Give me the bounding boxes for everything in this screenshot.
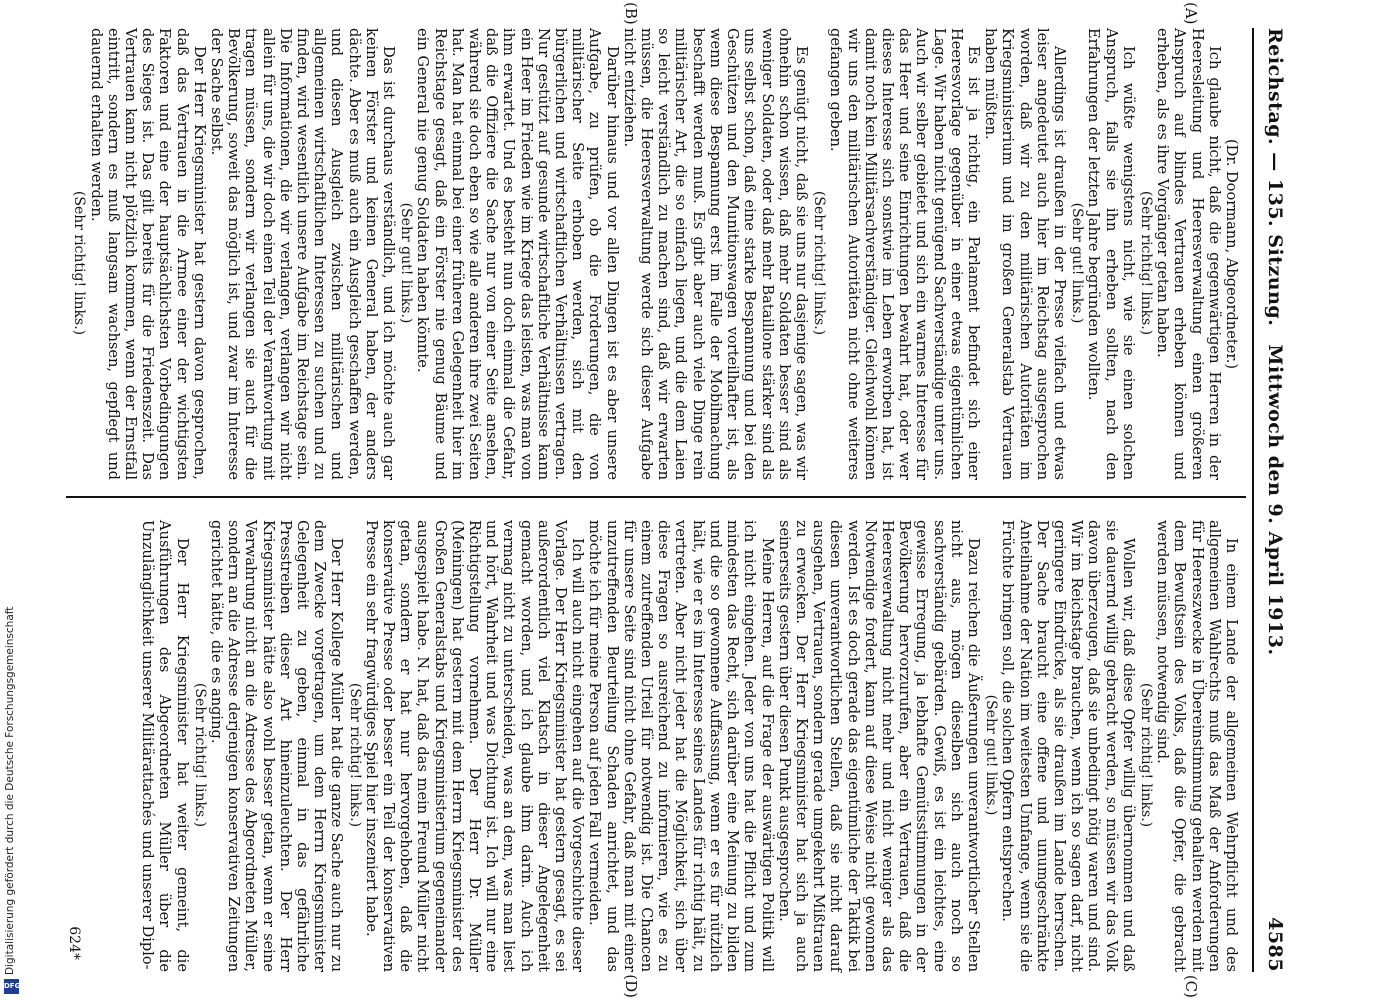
interjection: (Sehr richtig! links.) (1137, 682, 1154, 828)
margin-letter-c: (C) (1182, 974, 1200, 998)
header-date: Mittwoch den 9. April 1913. (1264, 344, 1286, 656)
document-page (50, 0, 1300, 1000)
paragraph: Ich wüßte wenigstens nicht, wie sie einen solchen Anspruch, falls sie ihn erheben sollten, nach den Erfahrungen der letzten Jahre begründen wollten. (1085, 28, 1137, 480)
header-left: Reichstag. — 135. Sitzung. (1264, 28, 1286, 327)
interjection: (Sehr richtig! links.) (1137, 190, 1154, 336)
paragraph: Allerdings ist draußen in der Presse vielfach und etwas leiser angedeutet auch hier im Reichstag ausgesprochen worden, daß wir zu den militärischen Autoritäten im Kriegsministerium und im großen Generalstab Vertrauen haben müßten. (982, 28, 1068, 480)
interjection: (Sehr richtig! links.) (811, 190, 828, 336)
paragraph: Das ist durchaus verständlich, und ich möchte auch gar keinen Förster und keinen General haben, der anders dächte. Aber es muß auch ein Ausgleich geschaffen werden, und diesen Ausgleich zwischen militärischen und allgemeinen wirtschaftlichen Interessen zu suchen und zu finden, wird wesentlich unsere Aufgabe im Reichstage sein. Die Informationen, die wir verlangen, verlangen wir nicht allein für uns, die wir doch einen Teil der Verantwortung mit tragen müssen, sondern wir verlangen sie auch für die Bevölkerung, soweit das möglich ist, und zwar im Interesse der Sache selbst. (208, 28, 398, 480)
header-rule (1252, 28, 1254, 972)
digitization-credit (4, 575, 20, 995)
paragraph: Es genügt nicht, daß sie uns nur dasjenige sagen, was wir ohnehin schon wissen, daß mehr Soldaten besser sind als weniger Soldaten, oder daß mehr Bataillone stärker sind als uns selbst schon, daß eine starke Bespannung und bei den Geschützen und den Munitionswagen vorteilhafter ist, als wenn diese Bespannung erst im Falle der Mobilmachung beschafft werden muß. Es gibt aber auch viele Dinge rein militärischer Art, die so einfach liegen, und die dem Laien so leicht verständlich zu machen sind, daß wir erwarten müssen, die Heeresverwaltung werde sich dieser Aufgabe nicht entziehen. (620, 28, 810, 480)
interjection: (Sehr richtig! links.) (71, 190, 88, 336)
interjection: (Sehr gut! links.) (983, 694, 1000, 816)
paragraph: Ich will auch nicht eingehen auf die Vorgeschichte dieser Vorlage. Der Herr Kriegsminister hat gestern gesagt, es sei außerordentlich viel Klatsch in dieser Angelegenheit gemacht worden, und ich glaube ihm darin. Auch ich vermag nicht zu unterscheiden, was an dem, was man liest und hört, Wahrheit und was Dichtung ist. Ich will nur eine Richtigstellung vornehmen. Der Herr Dr. Müller (Meiningen) hat gestern mit dem Herrn Kriegsminister des Großen Generalstabs und Kriegsministerium gegeneinander ausgespielt habe. N. hat, daß das mein Freund Müller nicht getan, sondern er hat nur hervorgehoben, daß die konservative Presse oder besser ein Teil der konservativen Presse ein sehr fragwürdiges Spiel hier inszeniert habe. (362, 520, 587, 972)
paragraph: Wollen wir, daß diese Opfer willig übernommen und daß sie dauernd willig gebracht werden, so müssen wir das Volk davon überzeugen, daß sie unbedingt nötig waren und sind. Wir im Reichstage brauchen, wenn ich so sagen darf, nicht geringere Eindrücke, als sie draußen im Lande herrschen. Der Sache braucht eine offene und unumgeschränkte Anteilnahme der Nation im weitesten Umfange, wenn sie die Früchte bringen soll, die solchen Opfern entsprechen. (999, 520, 1137, 972)
interjection: (Sehr richtig! links.) (191, 682, 208, 828)
margin-letter-b: (B) (622, 2, 640, 25)
paragraph: Der Herr Kollege Müller hat die ganze Sache auch nur zu dem Zwecke vorgetragen, um dem Herrn Kriegsminister Gelegenheit zu geben, einmal in das gefährliche Presstreiben dieser Art hineinzuleuchten. Der Herr Kriegsminister hätte also wohl besser getan, wenn er seine Verwahrung nicht an die Adresse des Abgeordneten Müller, sondern an die Adresse derjenigen konservativen Zeitungen gerichtet hätte, die es anging. (208, 520, 346, 972)
column-divider (66, 496, 1246, 498)
margin-letter-d: (D) (622, 974, 640, 998)
page-signature-mark: 624* (66, 926, 82, 960)
paragraph: Darüber hinaus und vor allen Dingen ist es aber unsere Aufgabe, zu prüfen, ob die Forderungen, die von militärischer Seite erhoben werden, sich mit den bürgerlichen und wirtschaftlichen Verhältnissen vertragen. Nur gestützt auf gesunde wirtschaftliche Verhältnisse kann ein Heer im Frieden wie im Kriege das leisten, was man von ihm erwartet. Und es besteht nun doch einmal die Gefahr, daß die Offiziere die Sache nur von einer Seite ansehen, während sie doch eben so wie alle anderen ihre zwei Seiten hat. Man hat einmal bei einer früheren Gelegenheit hier im Reichstage gesagt, daß ein Förster nie genug Bäume und ein General nie genug Soldaten haben könnte. (414, 28, 621, 480)
speaker-label: (Dr. Doormann, Abgeordneter.) (1223, 138, 1240, 370)
paragraph: Meine Herren, auf die Frage der auswärtigen Politik will ich nicht eingehen. Jeder von uns hat die Pflicht und zum mindesten das Recht, sich darüber eine Meinung zu bilden und die so gewonnene Auffassung, wenn er es für nützlich hält, wie er es im Interesse seines Landes für richtig hält, zu vertreten. Aber nicht jeder hat die Möglichkeit, sich über diese Fragen so ausreichend zu informieren, wie es zu einem zutreffenden Urteil für notwendig ist. Die Chancen für unsere Seite sind nicht ohne Gefahr, daß man mit einer unzutreffenden Beurteilung Schaden anrichtet, und das möchte ich für meine Person auf jeden Fall vermeiden. (586, 520, 776, 972)
paragraph: Der Herr Kriegsminister hat gestern davon gesprochen, daß das Vertrauen in die Armee einer der wichtigsten Faktoren und eine der hauptsächlichsten Vorbedingungen des Sieges ist. Das gilt bereits für die Friedenszeit. Das Vertrauen kann nicht plötzlich kommen, wenn der Ernstfall eintritt, sondern es muß langsam wachsen, gepflegt und dauernd erhalten werden. (87, 28, 208, 480)
header-page-number: 4585 (1264, 917, 1286, 972)
paragraph: Dazu reichen die Äußerungen unverantwortlicher Stellen nicht aus, mögen dieselben sich auch noch so sachverständig gebärden. Gewiß, es ist ein leichtes, eine gewisse Erregung, ja lebhafte Gemütsstimmungen in der Bevölkerung hervorzurufen, aber ein Vertrauen, daß die Heeresverwaltung nicht mehr und nicht weniger als das Notwendige fordert, kann auf diese Weise nicht gewonnen werden. Ist es doch gerade das eigentümliche der Taktik bei diesen unverantwortlichen Stellen, daß sie nicht darauf ausgehen, Vertrauen, sondern gerade umgekehrt Mißtrauen zu erwecken. Der Herr Kriegsminister hat sich ja auch seinerseits gestern über diesen Punkt ausgesprochen. (775, 520, 982, 972)
left-column (70, 28, 1240, 480)
interjection: (Sehr gut! links.) (398, 202, 415, 324)
paragraph: Der Herr Kriegsminister hat weiter gemeint, die Ausführungen des Abgeordneten Müller über die Unzulänglichkeit unserer Militärattachés und unserer Diplo- (139, 520, 191, 972)
interjection: (Sehr gut! links.) (1069, 202, 1086, 324)
running-head (1258, 28, 1286, 972)
paragraph: Es ist ja richtig, ein Parlament befindet sich einer Heeresvorlage gegenüber in einer etwas eigentümlichen Lage. Wir haben nicht genügend Sachverständige unter uns. Auch wir selber gebietet und sich ein warmes Interesse für das Heer und seine Einrichtungen bewahrt hat, oder wer dieses Interesse sich sonstwie im Leben erworben hat, ist damit noch kein Militärsachverständiger. Gleichwohl können wir uns den militärischen Autoritäten nicht ohne weiteres gefangen geben. (827, 28, 982, 480)
paragraph: In einem Lande der allgemeinen Wehrpflicht und des allgemeinen Wahlrechts muß das Maß der Anforderungen für Heereszwecke in Übereinstimmung gehalten werden mit dem Bewußtsein des Volks, daß die Opfer, die gebracht werden müssen, notwendig sind. (1154, 520, 1240, 972)
dfg-logo-icon: DFG (4, 979, 19, 994)
paragraph: Ich glaube nicht, daß die gegenwärtigen Herren in der Heeresleitung und Heeresverwaltung einen größeren Anspruch auf blindes Vertrauen erheben können und erheben, als es ihre Vorgänger getan haben. (1154, 28, 1223, 480)
margin-letter-a: (A) (1182, 2, 1200, 25)
credit-text: Digitalisierung gefördert durch die Deutsche Forschungsgemeinschaft (4, 606, 16, 975)
right-column (139, 520, 1240, 972)
interjection: (Sehr richtig! links.) (346, 682, 363, 828)
